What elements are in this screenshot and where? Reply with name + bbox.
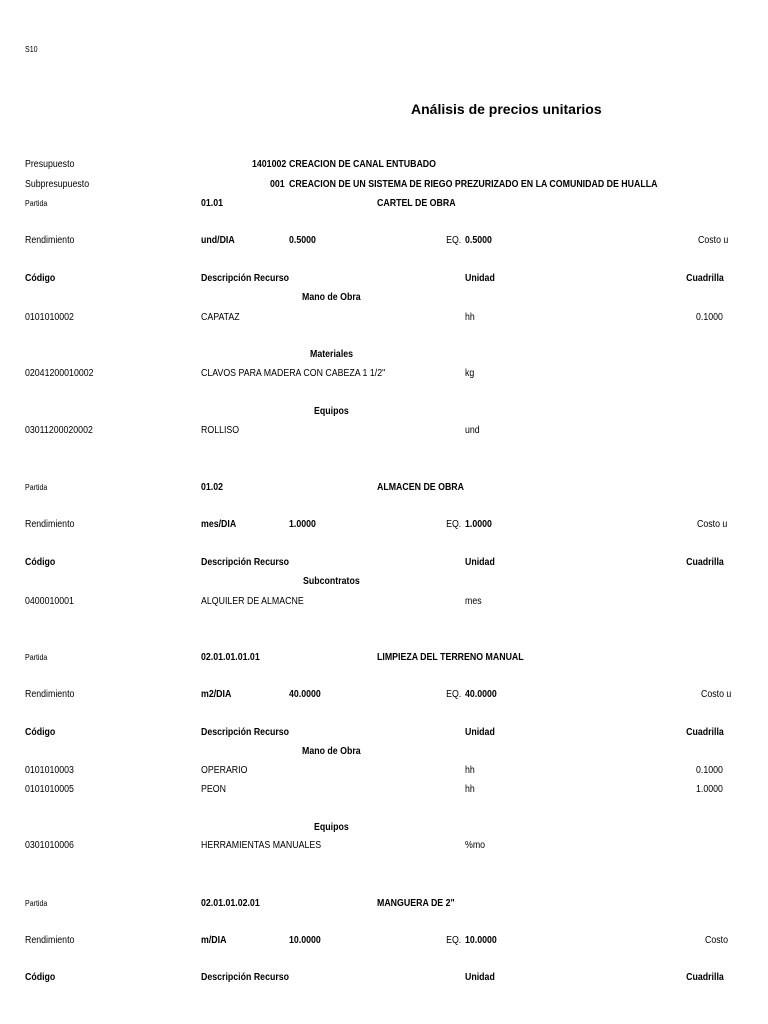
- software-name: S10: [25, 45, 38, 54]
- presupuesto-label: Presupuesto: [25, 159, 75, 170]
- col-codigo-header: Código: [25, 727, 56, 738]
- col-codigo-header: Código: [25, 557, 56, 568]
- presupuesto-name: CREACION DE CANAL ENTUBADO: [289, 159, 437, 170]
- costo-label: Costo: [705, 935, 728, 946]
- col-cuadrilla-header: Cuadrilla: [686, 972, 724, 983]
- subpresupuesto-label: Subpresupuesto: [25, 179, 90, 190]
- col-unidad-header: Unidad: [465, 557, 495, 568]
- partida-code: 01.01: [201, 198, 224, 209]
- col-codigo-header: Código: [25, 273, 56, 284]
- rendimiento-value: 10.0000: [289, 935, 321, 946]
- partida-label: Partida: [25, 199, 48, 208]
- rendimiento-label: Rendimiento: [25, 235, 75, 246]
- item-cuadrilla: 0.1000: [696, 312, 723, 323]
- partida-code: 02.01.01.01.01: [201, 652, 260, 663]
- item-descripcion: ALQUILER DE ALMACNE: [201, 596, 304, 607]
- rendimiento-value: 0.5000: [289, 235, 316, 246]
- col-cuadrilla-header: Cuadrilla: [686, 727, 724, 738]
- partida-label: Partida: [25, 653, 48, 662]
- eq-value: 40.0000: [465, 689, 497, 700]
- partida-label: Partida: [25, 483, 48, 492]
- eq-label: EQ.: [445, 689, 461, 700]
- rendimiento-label: Rendimiento: [25, 935, 75, 946]
- group-title: Mano de Obra: [302, 292, 361, 303]
- group-title: Subcontratos: [303, 576, 360, 587]
- item-descripcion: HERRAMIENTAS MANUALES: [201, 840, 322, 851]
- rendimiento-unit: m/DIA: [201, 935, 227, 946]
- partida-name: LIMPIEZA DEL TERRENO MANUAL: [377, 652, 524, 663]
- eq-label: EQ.: [445, 519, 461, 530]
- item-codigo: 0301010006: [25, 840, 74, 851]
- rendimiento-value: 40.0000: [289, 689, 321, 700]
- partida-code: 02.01.01.02.01: [201, 898, 260, 909]
- rendimiento-value: 1.0000: [289, 519, 316, 530]
- presupuesto-code: 1401002: [252, 159, 287, 170]
- item-descripcion: OPERARIO: [201, 765, 248, 776]
- col-codigo-header: Código: [25, 972, 56, 983]
- item-unidad: %mo: [465, 840, 486, 851]
- eq-value: 1.0000: [465, 519, 492, 530]
- eq-label: EQ.: [445, 935, 461, 946]
- col-unidad-header: Unidad: [465, 727, 495, 738]
- col-cuadrilla-header: Cuadrilla: [686, 557, 724, 568]
- item-codigo: 02041200010002: [25, 368, 94, 379]
- partida-name: CARTEL DE OBRA: [377, 198, 456, 209]
- col-unidad-header: Unidad: [465, 273, 495, 284]
- eq-value: 0.5000: [465, 235, 492, 246]
- costo-label: Costo u: [697, 519, 728, 530]
- subpresupuesto-code: 001: [270, 179, 285, 190]
- col-descripcion-header: Descripción Recurso: [201, 273, 290, 284]
- col-descripcion-header: Descripción Recurso: [201, 727, 290, 738]
- group-title: Equipos: [314, 822, 349, 833]
- page-title: Análisis de precios unitarios: [411, 101, 602, 117]
- item-descripcion: ROLLISO: [201, 425, 240, 436]
- item-unidad: hh: [465, 765, 475, 776]
- costo-label: Costo u: [701, 689, 732, 700]
- item-unidad: kg: [465, 368, 475, 379]
- item-codigo: 03011200020002: [25, 425, 93, 436]
- rendimiento-label: Rendimiento: [25, 689, 75, 700]
- eq-value: 10.0000: [465, 935, 497, 946]
- rendimiento-unit: mes/DIA: [201, 519, 237, 530]
- rendimiento-unit: m2/DIA: [201, 689, 232, 700]
- item-descripcion: PEON: [201, 784, 226, 795]
- item-unidad: hh: [465, 312, 475, 323]
- rendimiento-label: Rendimiento: [25, 519, 75, 530]
- item-unidad: und: [465, 425, 480, 436]
- col-cuadrilla-header: Cuadrilla: [686, 273, 724, 284]
- subpresupuesto-name: CREACION DE UN SISTEMA DE RIEGO PREZURIZADO EN LA COMUNIDAD DE HUALLA: [289, 179, 658, 190]
- item-cuadrilla: 0.1000: [696, 765, 723, 776]
- rendimiento-unit: und/DIA: [201, 235, 235, 246]
- costo-label: Costo u: [698, 235, 729, 246]
- group-title: Mano de Obra: [302, 746, 361, 757]
- item-unidad: mes: [465, 596, 482, 607]
- group-title: Materiales: [310, 349, 354, 360]
- group-title: Equipos: [314, 406, 349, 417]
- partida-name: ALMACEN DE OBRA: [377, 482, 465, 493]
- item-codigo: 0101010003: [25, 765, 74, 776]
- item-codigo: 0101010002: [25, 312, 74, 323]
- item-unidad: hh: [465, 784, 475, 795]
- partida-name: MANGUERA DE 2": [377, 898, 455, 909]
- col-unidad-header: Unidad: [465, 972, 495, 983]
- item-codigo: 0400010001: [25, 596, 74, 607]
- eq-label: EQ.: [445, 235, 461, 246]
- col-descripcion-header: Descripción Recurso: [201, 972, 290, 983]
- item-codigo: 0101010005: [25, 784, 74, 795]
- item-descripcion: CAPATAZ: [201, 312, 240, 323]
- partida-label: Partida: [25, 899, 48, 908]
- partida-code: 01.02: [201, 482, 224, 493]
- item-descripcion: CLAVOS PARA MADERA CON CABEZA 1 1/2": [201, 368, 386, 379]
- col-descripcion-header: Descripción Recurso: [201, 557, 290, 568]
- item-cuadrilla: 1.0000: [696, 784, 723, 795]
